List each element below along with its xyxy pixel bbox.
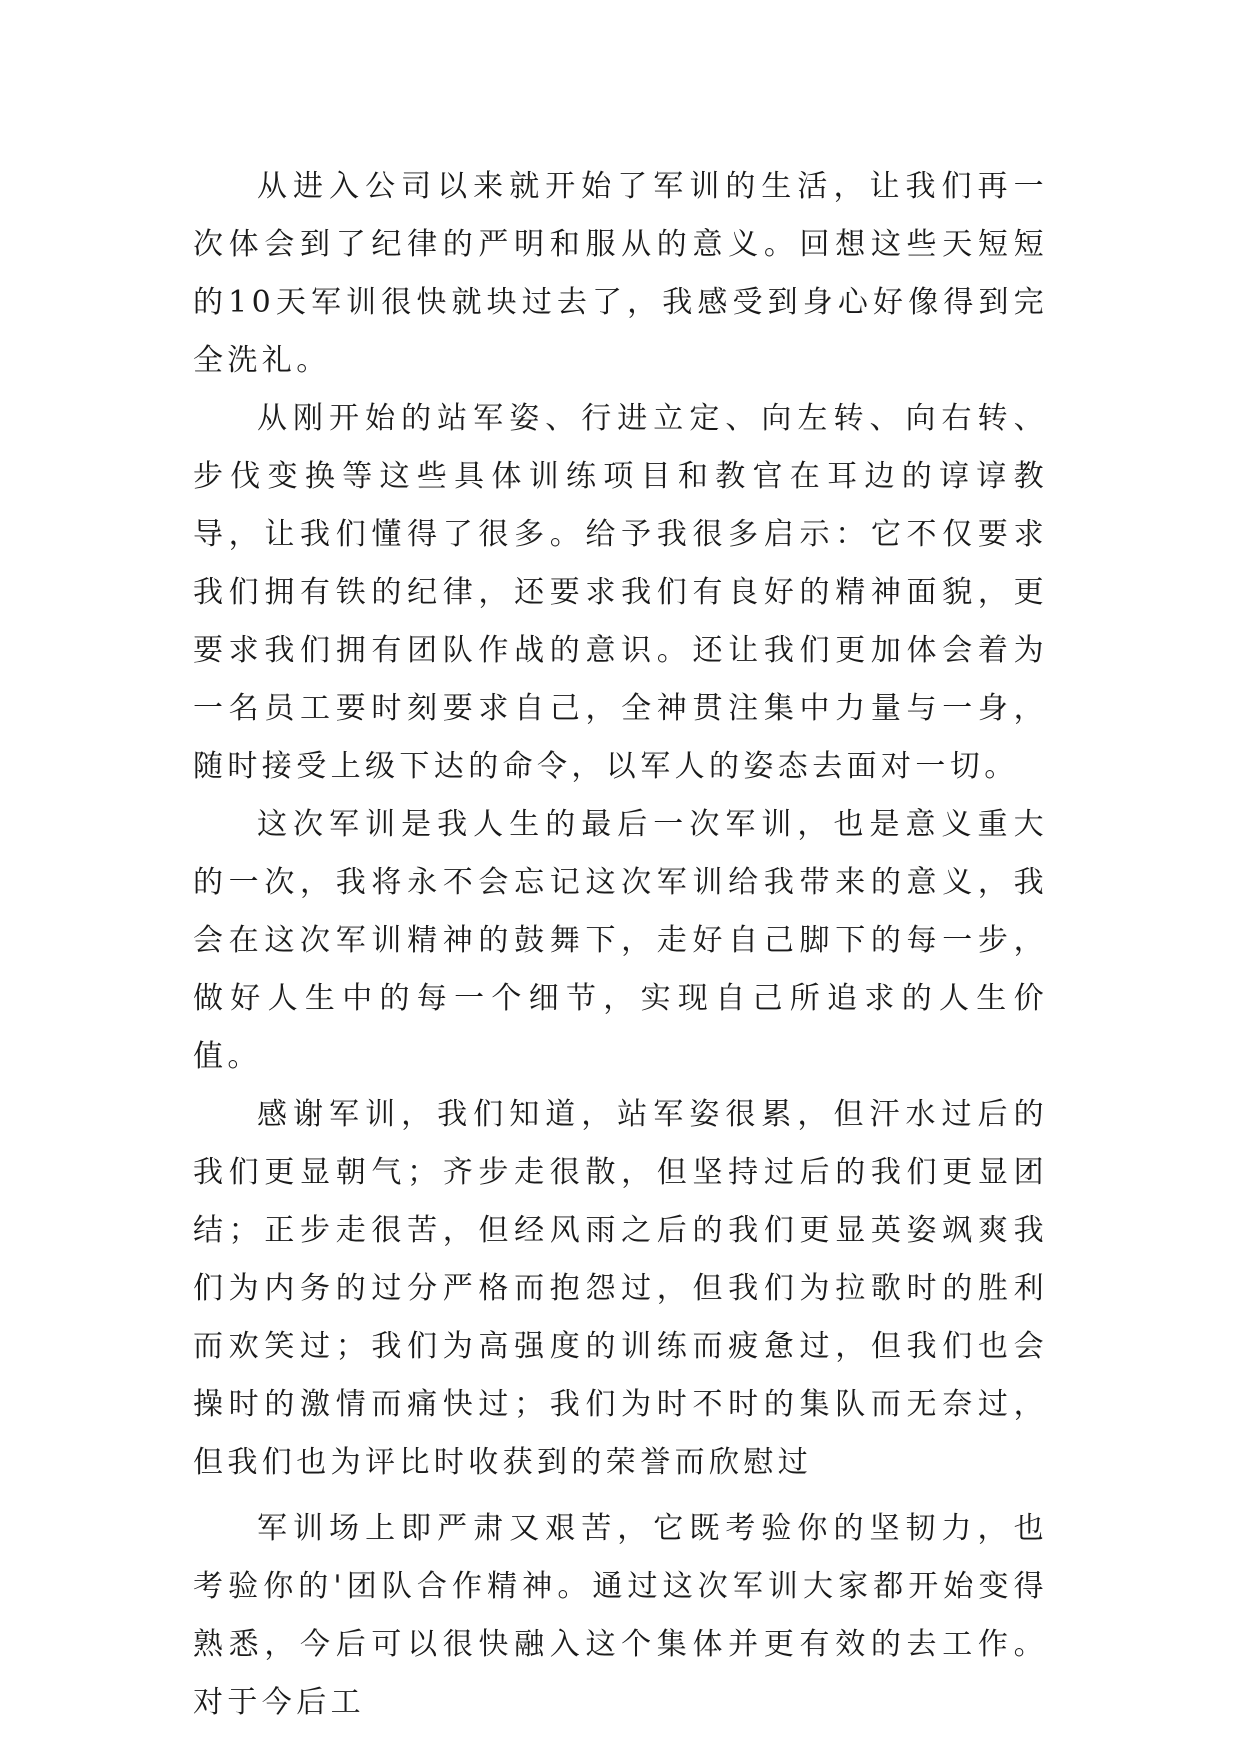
paragraph-4: 感谢军训，我们知道，站军姿很累，但汗水过后的我们更显朝气；齐步走很散，但坚持过后的我们更显团结；正步走很苦，但经风雨之后的我们更显英姿飒爽我们为内务的过分严格而抱怨过，但我们为拉歌时的胜利而欢笑过；我们为高强度的训练而疲惫过，但我们也会操时的激情而痛快过；我们为时不时的集队而无奈过，但我们也为评比时收获到的荣誉而欣慰过 [193,1097,1048,1480]
paragraph-5: 军训场上即严肃又艰苦，它既考验你的坚韧力，也考验你的'团队合作精神。通过这次军训大家都开始变得熟悉，今后可以很快融入这个集体并更有效的去工作。对于今后工 [193,1511,1048,1720]
paragraph-2: 从刚开始的站军姿、行进立定、向左转、向右转、步伐变换等这些具体训练项目和教官在耳边的谆谆教导，让我们懂得了很多。给予我很多启示：它不仅要求我们拥有铁的纪律，还要求我们有良好的精神面貌，更要求我们拥有团队作战的意识。还让我们更加体会着为一名员工要时刻要求自己，全神贯注集中力量与一身，随时接受上级下达的命令，以军人的姿态去面对一切。 [193,401,1048,784]
paragraph-1: 从进入公司以来就开始了军训的生活，让我们再一次体会到了纪律的严明和服从的意义。回想这些天短短的10天军训很快就块过去了，我感受到身心好像得到完全洗礼。 [193,169,1048,378]
paragraph-3: 这次军训是我人生的最后一次军训，也是意义重大的一次，我将永不会忘记这次军训给我带来的意义，我会在这次军训精神的鼓舞下，走好自己脚下的每一步，做好人生中的每一个细节，实现自己所追求的人生价值。 [193,807,1048,1074]
